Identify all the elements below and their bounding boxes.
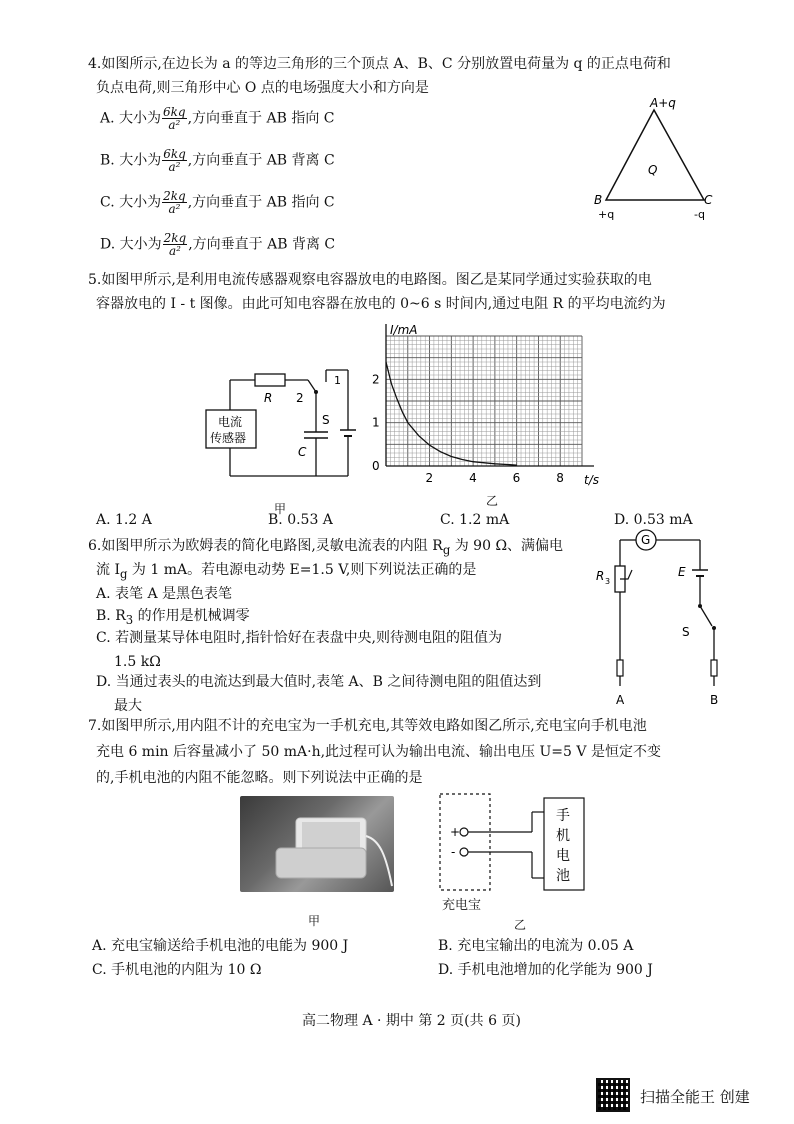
page-footer: 高二物理 A · 期中 第 2 页(共 6 页) [302, 1013, 521, 1029]
q6-option-b[interactable] [96, 606, 250, 630]
vertex-b-charge: +q [598, 208, 615, 221]
switch-s-label-fig6: S [682, 625, 690, 639]
q4-option-a[interactable] [100, 106, 335, 131]
chart-y-tick-label: 1 [372, 415, 380, 430]
q4-option-a-prefix: A. 大小为 [100, 110, 162, 127]
q4-option-b[interactable] [100, 148, 335, 173]
fraction-denominator: a² [168, 160, 181, 174]
q7-stem-line2: 充电 6 min 后容量减小了 50 mA·h,此过程可认为输出电流、输出电压 U=5 V 是恒定不变 [96, 744, 661, 760]
q7-option-d[interactable]: D. 手机电池增加的化学能为 900 J [438, 962, 653, 978]
q4-option-b-prefix: B. 大小为 [100, 152, 162, 169]
rg-subscript: g [442, 542, 451, 557]
q6-stem-line2-a: 流 I [96, 562, 120, 578]
chart-x-axis-label: t/s [584, 473, 599, 487]
sensor-label-line1: 电流 [218, 415, 243, 429]
r3-subscript: 3 [125, 612, 134, 627]
fraction-denominator: a² [168, 202, 181, 216]
rheostat-slider-arrow [620, 570, 632, 579]
q5-current-time-chart [360, 314, 610, 492]
q4-option-a-suffix: ,方向垂直于 AB 指向 C [187, 110, 335, 127]
q5-option-c[interactable]: C. 1.2 mA [440, 512, 510, 528]
q4-option-a-fraction [162, 106, 187, 131]
vertex-b-label: B [594, 193, 603, 207]
q5-stem-line1: 5.如图甲所示,是利用电流传感器观察电容器放电的电路图。图乙是某同学通过实验获取的电 [88, 272, 652, 288]
q5-option-a[interactable]: A. 1.2 A [96, 512, 152, 528]
terminal-negative [460, 848, 468, 856]
probe-b-label: B [710, 693, 719, 707]
switch-position-2-label: 2 [296, 391, 304, 405]
chart-x-tick-label: 4 [469, 471, 477, 485]
q4-option-c-suffix: ,方向垂直于 AB 指向 C [187, 194, 335, 211]
battery-e-label: E [678, 565, 686, 579]
q6-stem-line1-b: 为 90 Ω、满偏电 [450, 538, 564, 554]
q4-stem-line1: 4.如图所示,在边长为 a 的等边三角形的三个顶点 A、B、C 分别放置电荷量为 q 的正点电荷和 [88, 56, 671, 72]
q7-phone-charging-photo [240, 796, 394, 892]
q5-option-d[interactable]: D. 0.53 mA [614, 512, 693, 528]
minus-sign: - [451, 845, 456, 859]
q4-option-c[interactable] [100, 190, 335, 215]
battery-label-char: 池 [556, 868, 570, 884]
q7-option-a[interactable]: A. 充电宝输送给手机电池的电能为 900 J [92, 938, 349, 954]
q4-option-b-suffix: ,方向垂直于 AB 背离 C [187, 152, 335, 169]
probe-a-label: A [616, 693, 625, 707]
phone-powerbank-illustration [240, 796, 394, 892]
q4-option-d-fraction [163, 232, 188, 257]
q6-option-d-line2: 最大 [114, 698, 142, 714]
powerbank-shape [276, 848, 366, 878]
capacitor-c-label: C [298, 445, 307, 459]
probe-a [617, 660, 623, 676]
q4-option-d-prefix: D. 大小为 [100, 236, 162, 253]
q4-option-d-suffix: ,方向垂直于 AB 背离 C [188, 236, 336, 253]
q6-option-b-post: 的作用是机械调零 [133, 608, 250, 624]
fraction-denominator: a² [168, 244, 181, 258]
q6-stem-line1 [88, 536, 563, 560]
battery-label-char: 手 [556, 808, 570, 824]
switch-s-label: S [322, 413, 330, 427]
triangle-shape [606, 110, 704, 200]
chart-y-tick-label: 0 [372, 459, 380, 473]
probe-b [711, 660, 717, 676]
vertex-c-label: C [704, 193, 713, 207]
q6-option-d[interactable] [96, 672, 541, 716]
chart-x-tick-label: 6 [512, 471, 521, 485]
rheostat-r-label: R [596, 569, 605, 583]
q7-option-c[interactable]: C. 手机电池的内阻为 10 Ω [92, 962, 262, 978]
q4-option-b-fraction [162, 148, 187, 173]
ig-subscript: g [119, 566, 128, 581]
q5-circuit-caption: 甲 [274, 502, 287, 516]
vertex-a-label: A+q [650, 96, 676, 110]
chart-x-tick-label: 2 [425, 471, 434, 485]
q6-option-b-pre: B. R [96, 608, 126, 624]
fraction-numerator: 2kq [163, 231, 187, 245]
q6-stem-line2-b: 为 1 mA。若电源电动势 E=1.5 V,则下列说法正确的是 [127, 562, 477, 578]
charging-cable [366, 836, 392, 886]
vertex-c-charge: -q [694, 208, 705, 221]
q7-stem-line3: 的,手机电池的内阻不能忽略。则下列说法中正确的是 [96, 770, 423, 786]
chart-x-tick-label: 8 [556, 471, 564, 485]
switch-s-lever [700, 606, 712, 626]
q7-photo-caption: 甲 [308, 914, 321, 928]
switch-position-1-label: 1 [334, 374, 341, 387]
q6-option-c-line1: C. 若测量某导体电阻时,指针恰好在表盘中央,则待测电阻的阻值为 [96, 630, 503, 646]
fraction-numerator: 6kq [163, 105, 186, 119]
q4-stem-line2: 负点电荷,则三角形中心 O 点的电场强度大小和方向是 [96, 80, 429, 96]
q7-stem-line1: 7.如图甲所示,用内阻不计的充电宝为一手机充电,其等效电路如图乙所示,充电宝向手机电池 [88, 718, 647, 734]
q5-chart-caption: 乙 [486, 494, 499, 508]
q7-equivalent-circuit [436, 790, 606, 910]
resistor-r [255, 374, 285, 386]
plus-sign: + [450, 825, 461, 839]
q4-option-c-fraction [162, 190, 187, 215]
terminal-positive [460, 828, 468, 836]
q6-option-c-line2: 1.5 kΩ [114, 654, 161, 670]
q6-option-d-line1: D. 当通过表头的电流达到最大值时,表笔 A、B 之间待测电阻的阻值达到 [96, 674, 542, 690]
fraction-numerator: 6kq [163, 147, 186, 161]
rheostat-subscript-label: 3 [605, 577, 611, 586]
powerbank-box [440, 794, 490, 890]
q6-option-c[interactable] [96, 628, 502, 672]
scanner-watermark: 扫描全能王 创建 [640, 1088, 750, 1106]
qr-code-icon [596, 1078, 630, 1112]
q7-circuit-caption: 乙 [514, 918, 527, 932]
battery-label-char: 电 [556, 848, 570, 864]
q5-option-b[interactable]: B. 0.53 A [268, 512, 333, 528]
chart-y-tick-label: 2 [372, 372, 380, 387]
q7-option-b[interactable]: B. 充电宝输出的电流为 0.05 A [438, 938, 634, 954]
battery-label-char: 机 [556, 828, 570, 844]
switch-contact-2 [308, 380, 316, 392]
q6-ohmmeter-figure [590, 524, 740, 710]
q6-stem-line1-a: 6.如图甲所示为欧姆表的简化电路图,灵敏电流表的内阻 R [88, 538, 443, 554]
resistor-r-label: R [264, 391, 273, 405]
chart-y-axis-label: I/mA [390, 323, 418, 337]
sensor-label-line2: 传感器 [210, 431, 247, 445]
fraction-numerator: 2kq [163, 189, 186, 203]
fraction-denominator: a² [168, 118, 181, 132]
q4-triangle-figure [586, 96, 726, 226]
q5-circuit-figure [200, 360, 360, 500]
center-o-label: Q [648, 163, 658, 177]
chart-grid [386, 336, 582, 466]
q5-stem-line2: 容器放电的 I - t 图像。由此可知电容器在放电的 0~6 s 时间内,通过电阻 R 的平均电流约为 [96, 296, 666, 312]
q4-option-d[interactable] [100, 232, 335, 257]
galvanometer-label: G [641, 533, 651, 547]
q6-stem-line2 [96, 560, 476, 584]
q6-option-a[interactable]: A. 表笔 A 是黑色表笔 [96, 586, 233, 602]
q4-option-c-prefix: C. 大小为 [100, 194, 162, 211]
q7-powerbank-label: 充电宝 [442, 898, 482, 913]
